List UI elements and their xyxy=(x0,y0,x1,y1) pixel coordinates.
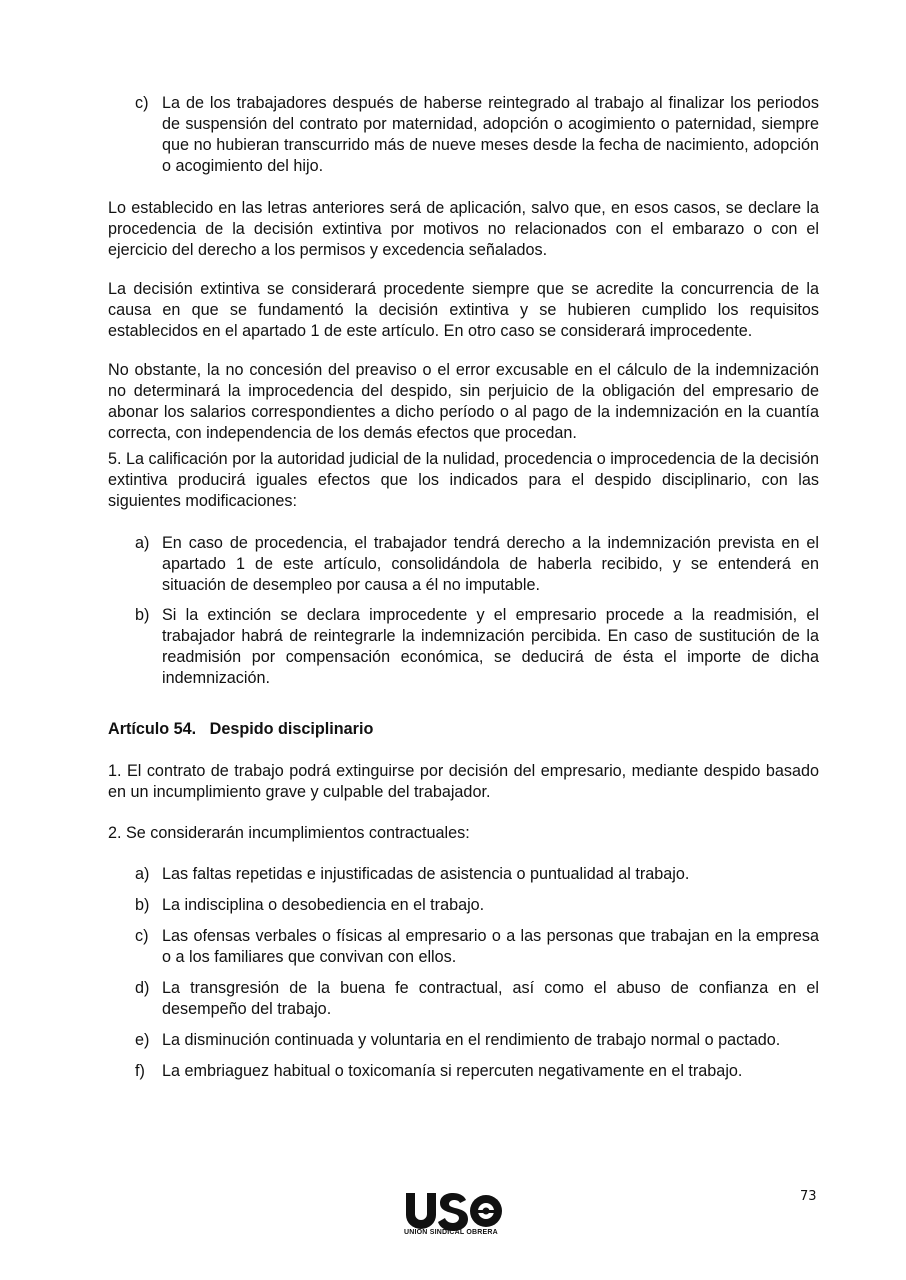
paragraph: 1. El contrato de trabajo podrá extinguirse por decisión del empresario, mediante despido basado en un incumplimiento grave y culpable del trabajador. xyxy=(108,762,819,801)
list-item-text: Las ofensas verbales o físicas al empresario o a las personas que trabajan en la empresa o a los familiares que convivan con ellos. xyxy=(162,927,819,966)
list-item xyxy=(108,533,819,596)
list-marker: f) xyxy=(135,1062,145,1080)
list-item-text: La transgresión de la buena fe contractual, así como el abuso de confianza en el desempeño del trabajo. xyxy=(162,979,819,1018)
list-marker: c) xyxy=(135,94,149,112)
list-item-text: Si la extinción se declara improcedente y el empresario procede a la readmisión, el trabajador habrá de reintegrarle la indemnización percibida. En caso de sustitución de la readmisión por compensación económica, se deducirá de ésta el importe de dicha indemnización. xyxy=(162,606,819,687)
list-marker: a) xyxy=(135,865,150,883)
list-item-text: En caso de procedencia, el trabajador tendrá derecho a la indemnización prevista en el apartado 1 de este artículo, consolidándola de haberla recibido, y se entenderá en situación de desempleo por causa a él no imputable. xyxy=(162,534,819,594)
list-item xyxy=(108,1030,819,1051)
paragraph: Lo establecido en las letras anteriores será de aplicación, salvo que, en esos casos, se declare la procedencia de la decisión extintiva por motivos no relacionados con el embarazo o con el ejercicio del derecho a los permisos y excedencia señalados. xyxy=(108,199,819,259)
paragraph: La decisión extintiva se considerará procedente siempre que se acredite la concurrencia de la causa en que se fundamentó la decisión extintiva y se hubieren cumplido los requisitos establecidos en el apartado 1 de este artículo. En otro caso se considerará improcedente. xyxy=(108,280,819,340)
list-marker: b) xyxy=(135,896,150,914)
page-number: 73 xyxy=(800,1189,817,1204)
list-article xyxy=(108,864,819,1082)
article-heading: Artículo 54. Despido disciplinario xyxy=(108,720,374,738)
list-item-text: La de los trabajadores después de haberse reintegrado al trabajo al finalizar los periodos de suspensión del contrato por maternidad, adopción o acogimiento o paternidad, siempre que no hubieran transcurrido más de nueve meses desde la fecha de nacimiento, adopción o acogimiento del hijo. xyxy=(162,94,819,175)
list-item-text: La indisciplina o desobediencia en el trabajo. xyxy=(162,896,485,914)
list-marker: d) xyxy=(135,979,150,997)
list-item xyxy=(108,926,819,968)
paragraph: No obstante, la no concesión del preaviso o el error excusable en el cálculo de la indemnización no determinará la improcedencia del despido, sin perjuicio de la obligación del empresario de abonar los salarios correspondientes a dicho período o al pago de la indemnización en la cuantía correcta, con independencia de los demás efectos que procedan. xyxy=(108,361,819,442)
list-item-text: La embriaguez habitual o toxicomanía si repercuten negativamente en el trabajo. xyxy=(162,1062,743,1080)
list-marker: a) xyxy=(135,534,150,552)
list-marker: b) xyxy=(135,606,150,624)
list-item xyxy=(108,978,819,1020)
list-item xyxy=(108,895,819,916)
list-item xyxy=(108,93,819,177)
list-item xyxy=(108,864,819,885)
list-marker: e) xyxy=(135,1031,150,1049)
list-item-text: La disminución continuada y voluntaria en el rendimiento de trabajo normal o pactado. xyxy=(162,1031,781,1049)
paragraph: 2. Se considerarán incumplimientos contractuales: xyxy=(108,824,470,842)
document-body xyxy=(108,93,819,1082)
list-top xyxy=(108,93,819,177)
list-mid xyxy=(108,533,819,689)
list-item xyxy=(108,1061,819,1082)
paragraph: 5. La calificación por la autoridad judicial de la nulidad, procedencia o improcedencia de la decisión extintiva producirá iguales efectos que los indicados para el despido disciplinario, con las siguientes modificaciones: xyxy=(108,450,819,510)
list-marker: c) xyxy=(135,927,149,945)
list-item-text: Las faltas repetidas e injustificadas de asistencia o puntualidad al trabajo. xyxy=(162,865,690,883)
uso-logo xyxy=(403,1190,505,1232)
logo-caption: UNIÓN SINDICAL OBRERA xyxy=(404,1229,498,1236)
list-item xyxy=(108,605,819,689)
